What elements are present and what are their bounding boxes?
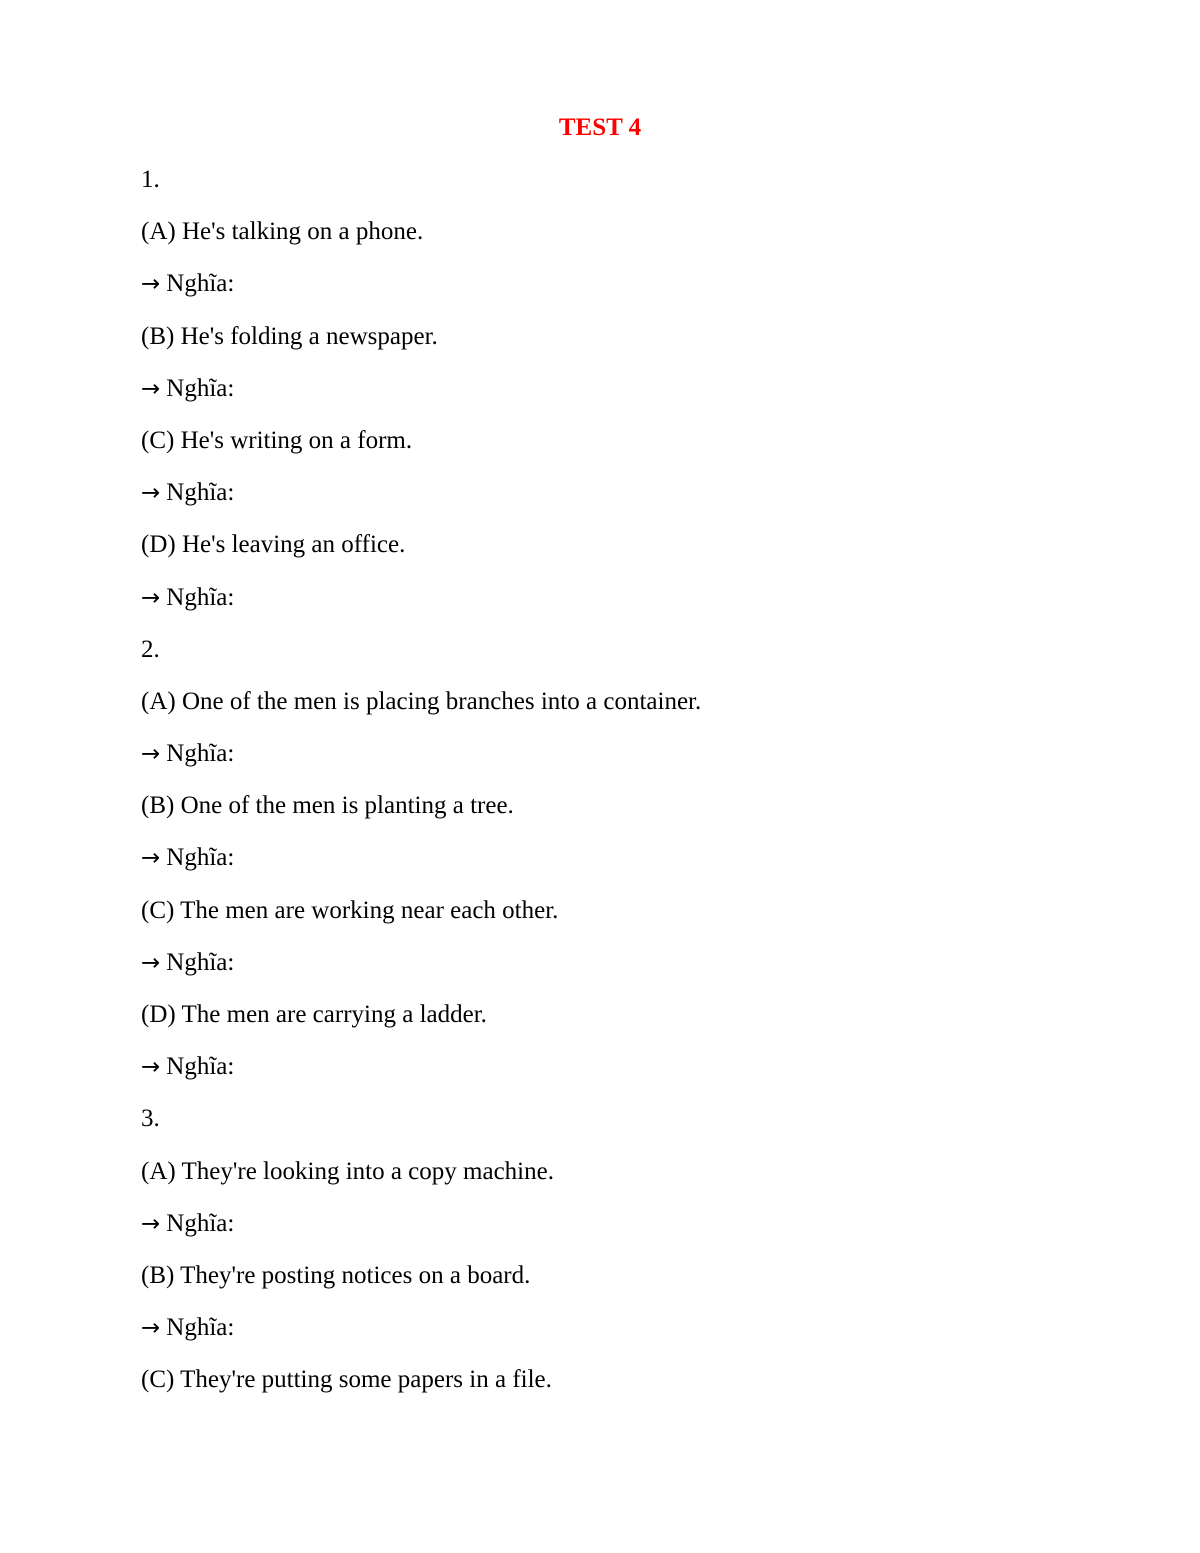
meaning-label: Nghĩa: — [166, 948, 235, 976]
arrow-right-icon: → — [141, 1054, 161, 1081]
meaning-line — [141, 1312, 1101, 1364]
question-number: 1. — [141, 166, 160, 193]
answer-option: (A) He's talking on a phone. — [141, 218, 424, 246]
question-number: 2. — [141, 635, 160, 663]
answer-option: (C) He's writing on a form. — [141, 426, 413, 454]
arrow-right-icon: → — [141, 375, 161, 402]
meaning-line — [141, 373, 1101, 425]
arrow-right-icon: → — [141, 741, 161, 768]
meaning-label: Nghĩa: — [166, 1209, 235, 1237]
document-title: TEST 4 — [558, 114, 642, 141]
meaning-line — [141, 477, 1101, 529]
meaning-line — [141, 947, 1101, 999]
answer-option: (D) He's leaving an office. — [141, 531, 406, 559]
meaning-label: Nghĩa: — [166, 844, 235, 872]
meaning-label: Nghĩa: — [166, 270, 235, 298]
arrow-right-icon: → — [141, 949, 161, 976]
meaning-line — [141, 738, 1101, 790]
answer-option: (B) One of the men is planting a tree. — [141, 792, 514, 820]
arrow-right-icon: → — [141, 1210, 161, 1237]
answer-option: (A) One of the men is placing branches into a container. — [141, 687, 702, 715]
document-body — [141, 164, 1101, 1417]
arrow-right-icon: → — [141, 480, 161, 507]
meaning-line — [141, 268, 1101, 320]
question-number: 3. — [141, 1105, 160, 1133]
meaning-label: Nghĩa: — [166, 1053, 235, 1081]
answer-option: (C) The men are working near each other. — [141, 896, 559, 924]
answer-option: (D) The men are carrying a ladder. — [141, 1001, 487, 1028]
meaning-label: Nghĩa: — [166, 740, 235, 768]
arrow-right-icon: → — [141, 271, 161, 298]
answer-option: (B) They're posting notices on a board. — [141, 1261, 531, 1289]
arrow-right-icon: → — [141, 1315, 161, 1342]
meaning-line — [141, 1051, 1101, 1103]
answer-option: (A) They're looking into a copy machine. — [141, 1157, 554, 1185]
meaning-line — [141, 582, 1101, 634]
meaning-label: Nghĩa: — [166, 1314, 235, 1342]
answer-option: (C) They're putting some papers in a file. — [141, 1366, 552, 1394]
meaning-label: Nghĩa: — [166, 374, 235, 402]
meaning-label: Nghĩa: — [166, 583, 235, 611]
meaning-line — [141, 1208, 1101, 1260]
arrow-right-icon: → — [141, 584, 161, 611]
arrow-right-icon: → — [141, 845, 161, 872]
meaning-line — [141, 842, 1101, 894]
answer-option: (B) He's folding a newspaper. — [141, 322, 438, 350]
meaning-label: Nghĩa: — [166, 479, 235, 507]
